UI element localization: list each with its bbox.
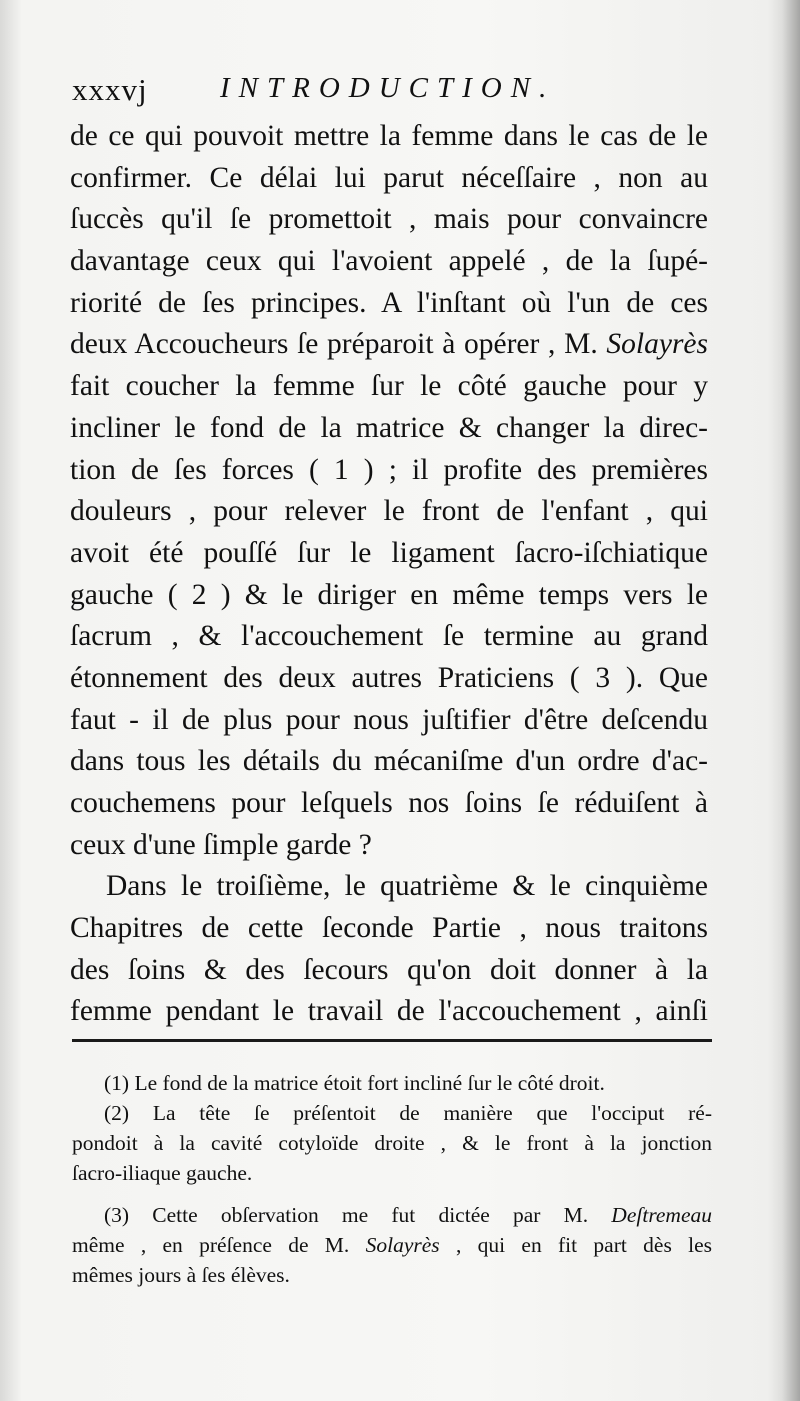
page-header <box>72 72 722 112</box>
text-line: faut - il de plus pour nous juſtifier d'être deſcendu <box>70 703 708 736</box>
text-line: couchemens pour leſquels nos ſoins ſe réduiſent à <box>70 787 708 819</box>
text-line: dans tous les détails du mécaniſme d'un ordre d'ac- <box>70 745 708 778</box>
footnote-text: , qui en fit part dès les <box>439 1233 712 1257</box>
footnote-1: (1) Le fond de la matrice étoit fort incliné ſur le côté droit. <box>104 1071 605 1095</box>
footnote-3-line <box>72 1230 712 1260</box>
footnote-2-line: (2) La tête ſe préſentoit de manière que l'occiput ré- <box>104 1101 712 1125</box>
text-line: davantage ceux qui l'avoient appelé , de la ſupé- <box>70 245 708 278</box>
text-line: avoit été pouſſé ſur le ligament ſacro-iſchiatique <box>70 536 708 569</box>
text-line: ſacrum , & l'accouchement ſe termine au grand <box>70 620 708 653</box>
running-title: INTRODUCTION. <box>220 72 556 104</box>
footnote-rule <box>72 1039 712 1042</box>
body-text <box>70 116 708 1033</box>
text-line: tion de ſes forces ( 1 ) ; il profite des premières <box>70 453 708 486</box>
text-line: fait coucher la femme ſur le côté gauche pour y <box>70 370 708 403</box>
text-line: incliner le fond de la matrice & changer la direc- <box>70 411 708 444</box>
footnote-text: (3) Cette obſervation me fut dictée par M. <box>104 1203 612 1227</box>
footnote-3-line <box>72 1200 712 1230</box>
person-name: Solayrès <box>365 1233 440 1257</box>
person-name: Deſtremeau <box>611 1203 712 1227</box>
text-line: des ſoins & des ſecours qu'on doit donner à la <box>70 953 708 986</box>
footnote-2-line: ſacro-iliaque gauche. <box>72 1161 253 1185</box>
text-line: Chapitres de cette ſeconde Partie , nous traitons <box>70 912 708 945</box>
page-edge-shadow <box>782 0 800 1401</box>
text-line: confirmer. Ce délai lui parut néceſſaire , non au <box>70 161 708 194</box>
text-line: douleurs , pour relever le front de l'enfant , qui <box>70 495 708 528</box>
text-line: étonnement des deux autres Praticiens ( 3 ). Que <box>70 661 708 694</box>
text-line: femme pendant le travail de l'accouchement , ainſi <box>70 995 708 1028</box>
page-number: xxxvj <box>72 72 148 107</box>
text-line: de ce qui pouvoit mettre la femme dans le cas de le <box>70 120 708 152</box>
paragraph-start-line: Dans le troiſième, le quatrième & le cinquième <box>106 870 708 903</box>
text-line: riorité de ſes principes. A l'inſtant où l'un de ces <box>70 286 708 319</box>
footnotes <box>72 1068 712 1290</box>
text-line: gauche ( 2 ) & le diriger en même temps vers le <box>70 578 708 611</box>
text-line: ſuccès qu'il ſe promettoit , mais pour convaincre <box>70 203 708 236</box>
text-line: ceux d'une ſimple garde ? <box>70 828 372 861</box>
footnote-2-line: pondoit à la cavité cotyloïde droite , & le front à la jonction <box>72 1131 712 1155</box>
text-line-with-name <box>70 324 708 366</box>
footnote-text: même , en préſence de M. <box>72 1233 366 1257</box>
footnote-3-line: mêmes jours à ſes élèves. <box>72 1263 290 1287</box>
text-fragment: deux Accoucheurs ſe préparoit à opérer , M. <box>70 328 607 361</box>
person-name: Solayrès <box>606 328 708 361</box>
footnote-gap <box>72 1188 712 1200</box>
